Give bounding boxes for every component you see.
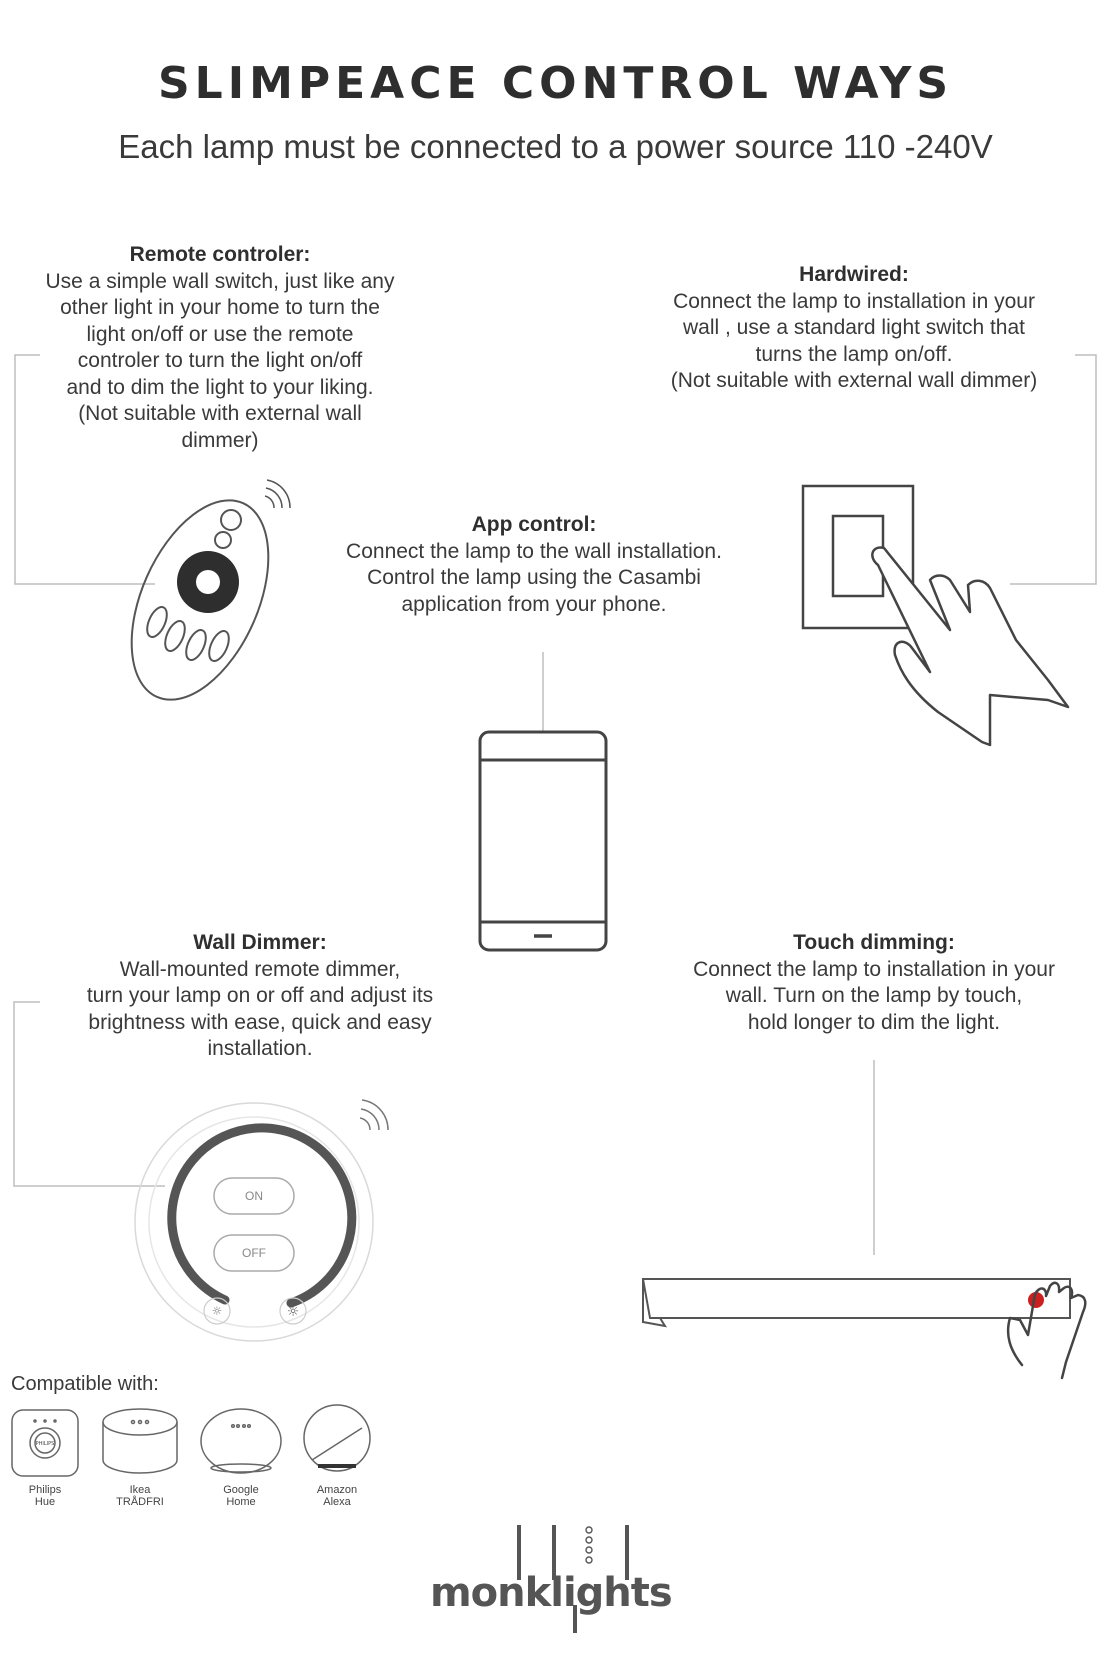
dimmer-on-label: ON [245,1189,263,1203]
svg-text:PHILIPS: PHILIPS [35,1441,55,1447]
wall-dimmer-heading: Wall Dimmer: [193,931,327,954]
device-label-line: Alexa [323,1496,351,1508]
compatible-label: Compatible with: [11,1373,159,1395]
svg-text:☼: ☼ [211,1304,223,1318]
device-label-line: Ikea [129,1484,151,1496]
amazon-alexa-icon [304,1405,370,1471]
device-label-philips-hue [0,1484,90,1508]
hardwired-line: Connect the lamp to installation in your [673,289,1035,313]
device-label-line: Philips [28,1484,62,1496]
device-label-line: TRÅDFRI [116,1496,164,1508]
page-subtitle: Each lamp must be connected to a power source 110 -240V [118,128,993,165]
svg-text:☼: ☼ [286,1304,300,1320]
remote-line: dimmer) [181,428,259,452]
hardwired-line: wall , use a standard light switch that [682,316,1025,339]
remote-heading: Remote controler: [129,243,311,266]
device-label-google-home [196,1484,286,1508]
touch-section [654,930,1094,1036]
remote-line: (Not suitable with external wall [78,402,362,425]
wall-dimmer-line: installation. [207,1037,313,1060]
device-label-line: Home [226,1496,256,1508]
lamp-bar-icon [643,1279,1070,1326]
touch-line: hold longer to dim the light. [747,1010,1001,1034]
remote-line: other light in your home to turn the [60,296,380,319]
ikea-tradfri-hub-icon [103,1409,177,1473]
app-line: Connect the lamp to the wall installation. [346,539,722,563]
app-line: application from your phone. [401,592,667,616]
dimmer-off-label: OFF [242,1246,266,1260]
wall-dimmer-line: turn your lamp on or off and adjust its [86,984,434,1007]
hardwired-line: turns the lamp on/off. [755,342,953,366]
app-line: Control the lamp using the Casambi [367,566,701,589]
device-label-amazon-alexa [292,1484,382,1508]
wall-dimmer-icon [135,1100,388,1341]
device-label-line: Amazon [316,1484,358,1496]
hardwired-heading: Hardwired: [799,263,909,286]
smartphone-icon [480,732,606,950]
wall-switch-icon [803,486,913,628]
wall-dimmer-line: Wall-mounted remote dimmer, [119,957,401,981]
app-section [314,512,754,618]
page-title: SLIMPEACE CONTROL WAYS [157,58,954,109]
remote-line: controler to turn the light on/off [77,349,363,372]
app-heading: App control: [471,513,597,536]
device-label-line: Google [223,1484,259,1496]
hand-touch-icon [1008,1283,1085,1378]
remote-control-icon [104,480,296,721]
touch-line: Connect the lamp to installation in your [693,957,1055,981]
hardwired-line: (Not suitable with external wall dimmer) [670,369,1038,392]
touch-line: wall. Turn on the lamp by touch, [725,984,1023,1007]
touch-heading: Touch dimming: [793,931,955,954]
philips-hue-bridge-icon [12,1410,78,1476]
wall-dimmer-section [60,930,460,1063]
remote-line: light on/off or use the remote [86,322,354,346]
device-label-line: Hue [34,1496,56,1508]
hardwired-section [634,262,1074,395]
remote-line: and to dim the light to your liking. [66,375,374,399]
brand-logo: monklights [430,1570,672,1616]
wall-dimmer-line: brightness with ease, quick and easy [88,1010,432,1034]
remote-section [20,242,420,454]
hand-pressing-icon [872,548,1068,745]
device-label-ikea-tradfri [95,1484,185,1508]
remote-line: Use a simple wall switch, just like any [45,269,395,293]
google-home-icon [201,1409,281,1473]
